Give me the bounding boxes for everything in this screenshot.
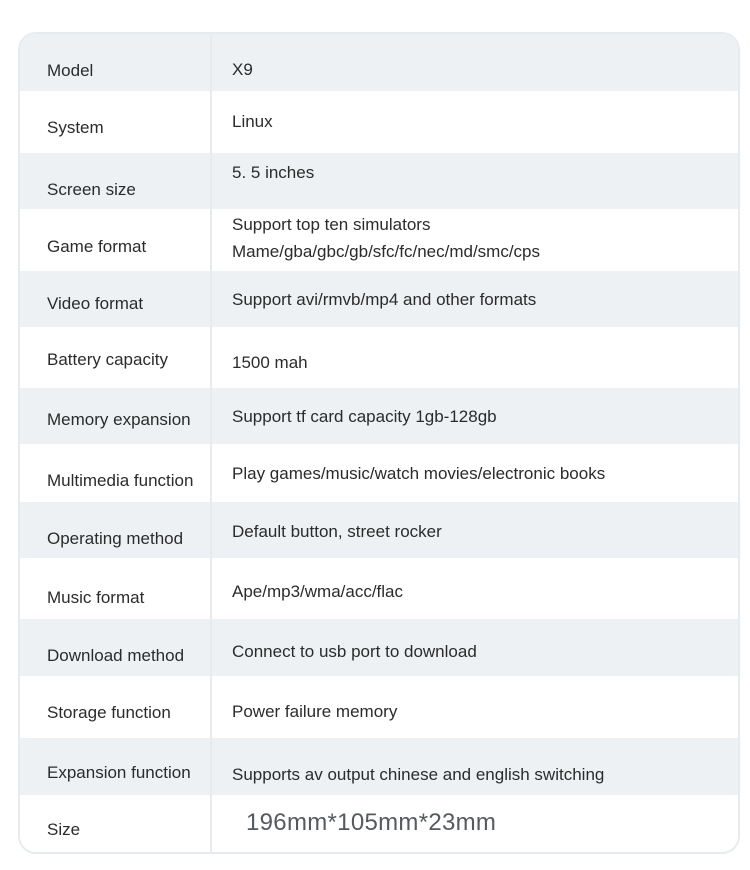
spec-label-size: Size xyxy=(47,820,81,839)
table-row xyxy=(20,738,738,795)
spec-label-multimedia-function: Multimedia function xyxy=(47,471,194,490)
spec-value-download-method: Connect to usb port to download xyxy=(232,642,477,661)
table-row xyxy=(20,34,738,91)
spec-label-game-format: Game format xyxy=(47,237,147,256)
spec-label-download-method: Download method xyxy=(47,646,185,665)
spec-label-memory-expansion: Memory expansion xyxy=(47,410,191,429)
table-row xyxy=(20,327,738,388)
table-row xyxy=(20,271,738,327)
table-row xyxy=(20,676,738,738)
spec-label-battery-capacity: Battery capacity xyxy=(47,350,168,369)
spec-value-operating-method: Default button, street rocker xyxy=(232,522,442,541)
table-row xyxy=(20,444,738,502)
table-row xyxy=(20,502,738,558)
spec-value-memory-expansion: Support tf card capacity 1gb-128gb xyxy=(232,407,497,426)
spec-value-expansion-function: Supports av output chinese and english switching xyxy=(232,765,605,784)
table-row xyxy=(20,153,738,209)
spec-label-music-format: Music format xyxy=(47,588,145,607)
table-row xyxy=(20,209,738,271)
spec-value-video-format: Support avi/rmvb/mp4 and other formats xyxy=(232,290,537,309)
table-row xyxy=(20,558,738,619)
table-row xyxy=(20,795,738,854)
spec-value-battery-capacity: 1500 mah xyxy=(232,353,308,372)
spec-label-video-format: Video format xyxy=(47,294,144,313)
spec-table xyxy=(18,32,740,854)
spec-value-screen-size: 5. 5 inches xyxy=(232,163,315,182)
spec-label-storage-function: Storage function xyxy=(47,703,171,722)
spec-value-model: X9 xyxy=(232,60,253,79)
spec-value-size: 196mm*105mm*23mm xyxy=(246,809,497,836)
table-row xyxy=(20,91,738,153)
spec-label-operating-method: Operating method xyxy=(47,529,184,548)
spec-label-model: Model xyxy=(47,61,94,80)
table-row xyxy=(20,619,738,676)
spec-value-multimedia-function: Play games/music/watch movies/electronic books xyxy=(232,464,606,483)
spec-value-music-format: Ape/mp3/wma/acc/flac xyxy=(232,582,404,601)
spec-value-game-format: Support top ten simulators xyxy=(232,215,431,234)
spec-label-expansion-function: Expansion function xyxy=(47,763,191,782)
spec-value-game-format-line2: Mame/gba/gbc/gb/sfc/fc/nec/md/smc/cps xyxy=(232,242,541,261)
spec-value-storage-function: Power failure memory xyxy=(232,702,398,721)
table-row xyxy=(20,388,738,444)
spec-value-system: Linux xyxy=(232,112,273,131)
spec-label-system: System xyxy=(47,118,104,137)
spec-label-screen-size: Screen size xyxy=(47,180,136,199)
